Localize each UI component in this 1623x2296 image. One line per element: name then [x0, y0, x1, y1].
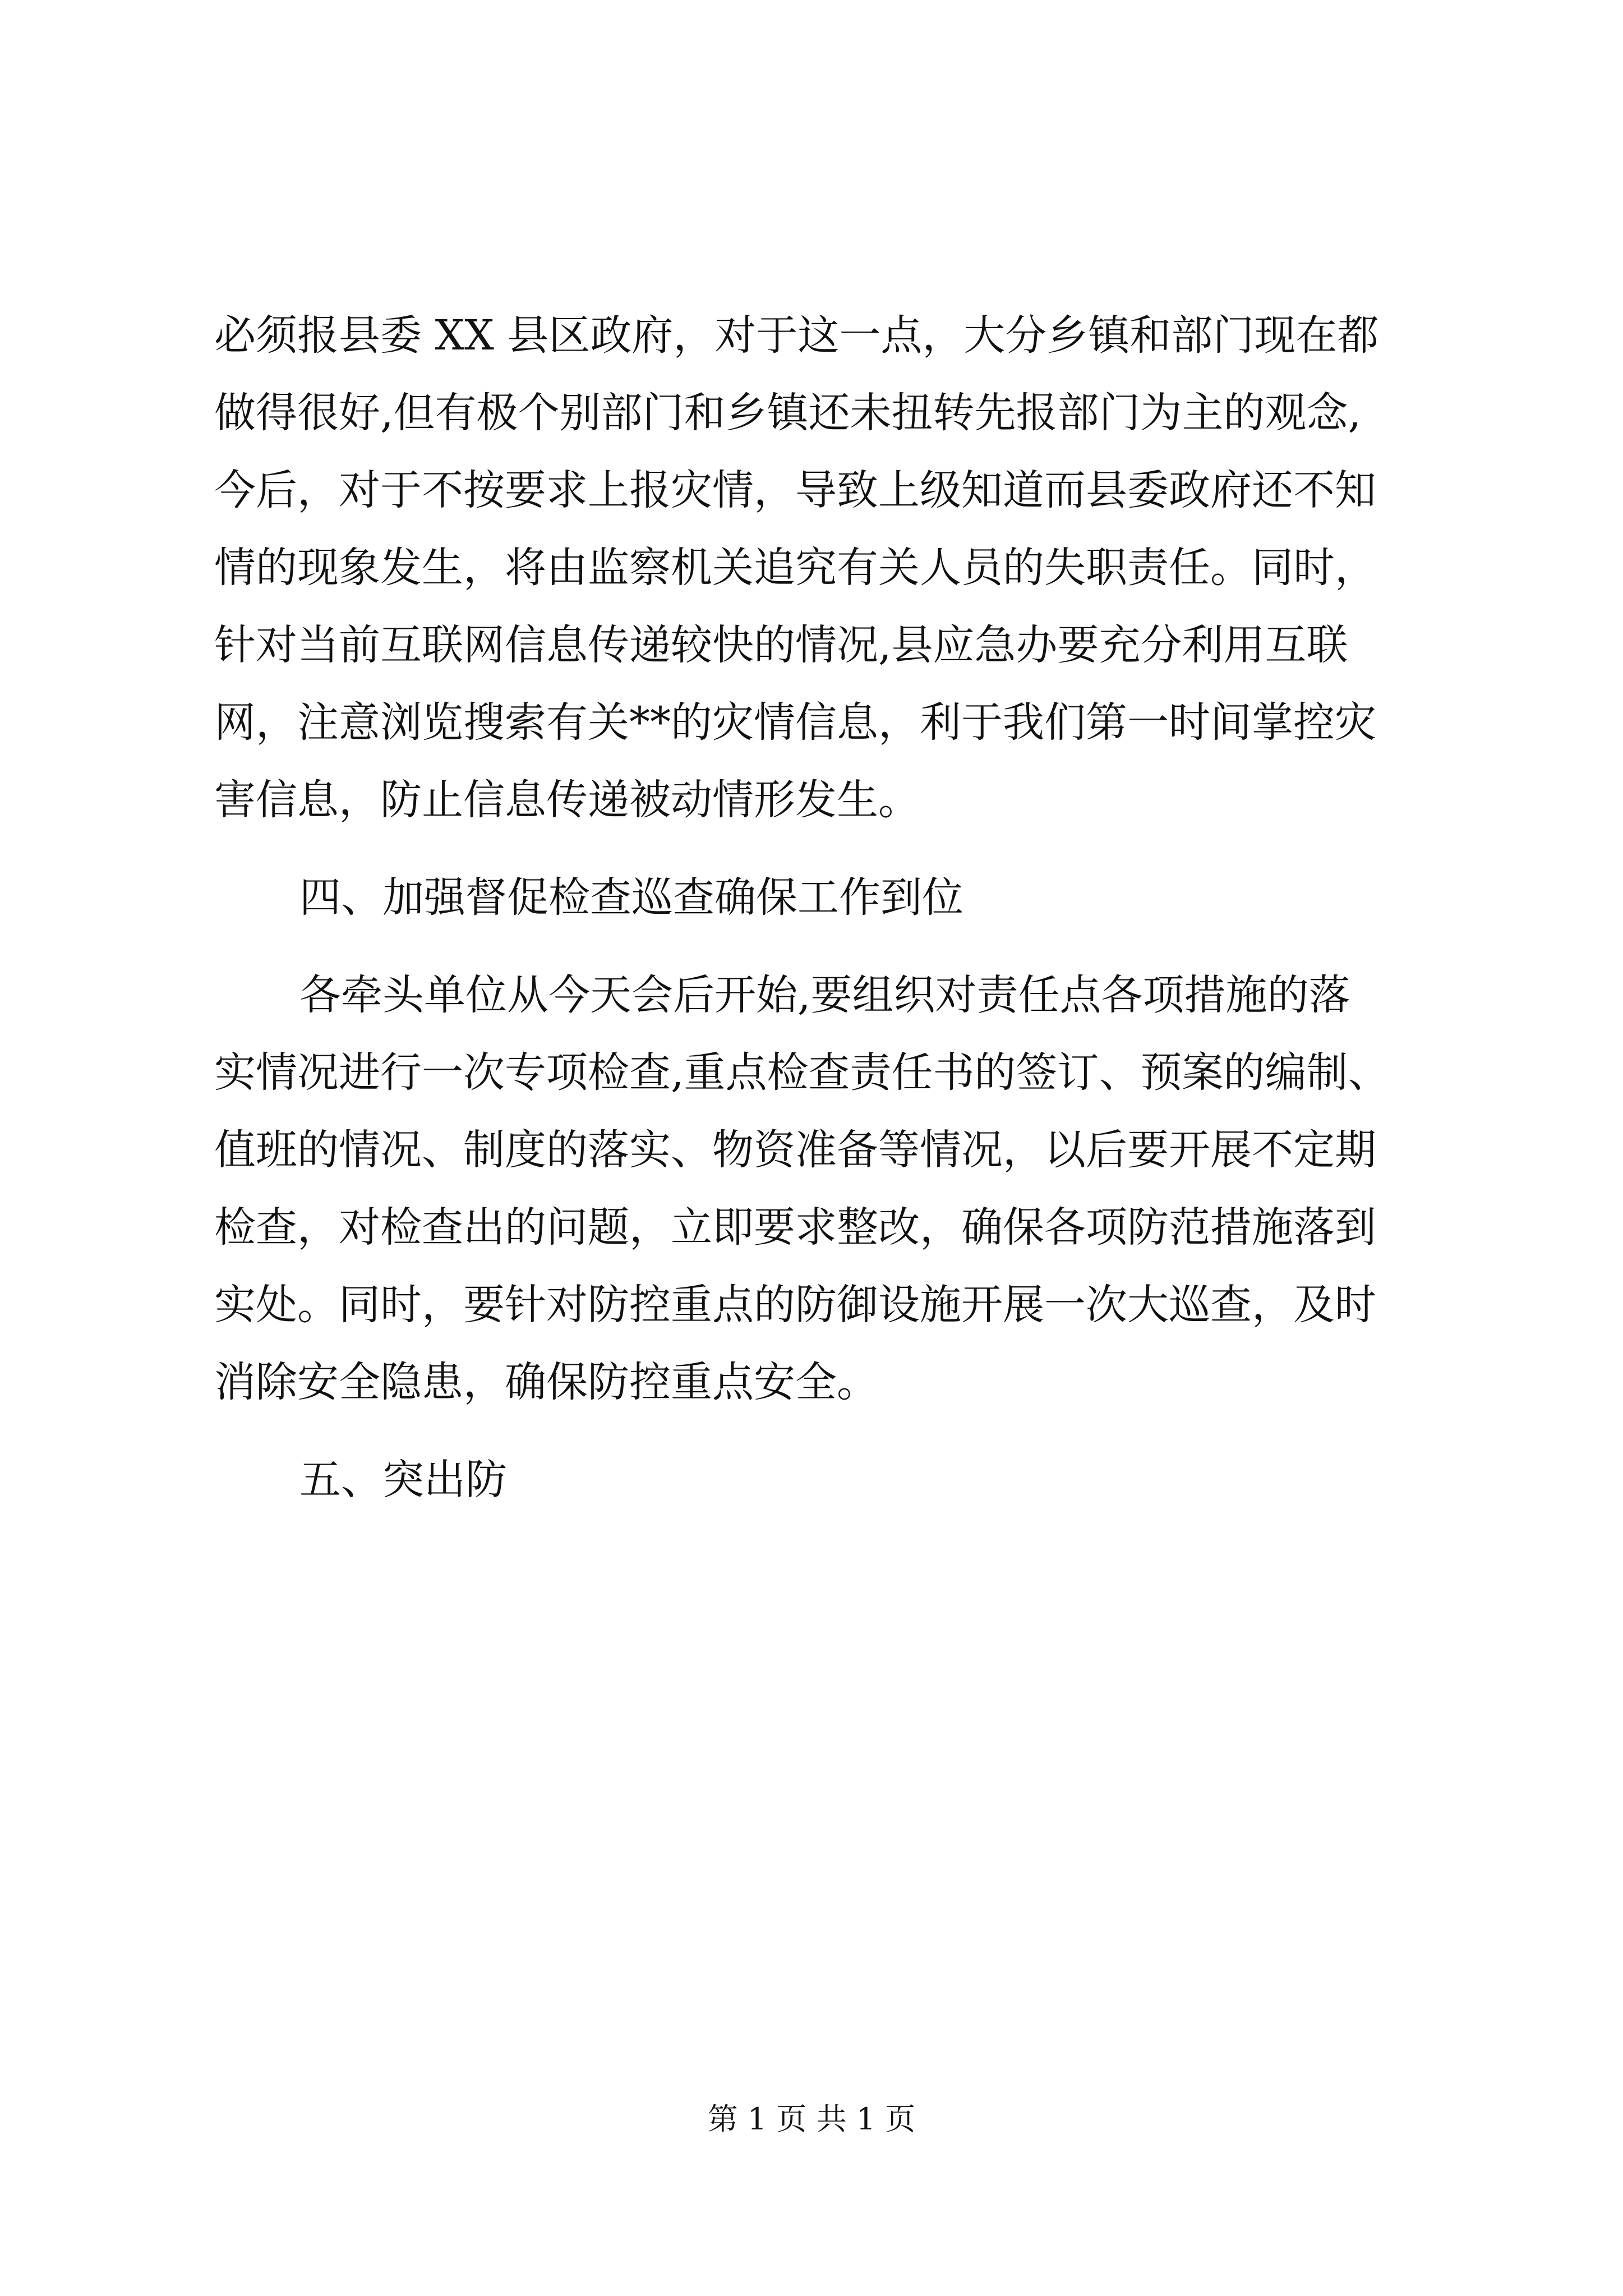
text-line: 害信息，防止信息传递被动情形发生。	[214, 776, 920, 824]
text-line: 消除安全隐患，确保防控重点安全。	[214, 1358, 878, 1406]
text-line: 各牵头单位从今天会后开始,要组织对责任点各项措施的落	[299, 971, 1350, 1019]
section-heading: 五、突出防	[299, 1456, 507, 1504]
text-line: 今后，对于不按要求上报灾情，导致上级知道而县委政府还不知	[214, 466, 1376, 514]
section-heading: 四、加强督促检查巡查确保工作到位	[299, 873, 963, 922]
text-line: 实情况进行一次专项检查,重点检查责任书的签订、预案的编制、	[214, 1048, 1390, 1097]
page-footer: 第 1 页 共 1 页	[707, 2101, 916, 2137]
text-line: 实处。同时，要针对防控重点的防御设施开展一次大巡查，及时	[214, 1281, 1376, 1329]
text-line: 针对当前互联网信息传递较快的情况,县应急办要充分利用互联	[214, 621, 1348, 669]
text-line: 必须报县委 XX 县区政府，对于这一点，大分乡镇和部门现在都	[214, 311, 1379, 360]
text-line: 值班的情况、制度的落实、物资准备等情况，以后要开展不定期	[214, 1126, 1376, 1174]
text-line: 做得很好,但有极个别部门和乡镇还未扭转先报部门为主的观念,	[214, 389, 1362, 437]
text-line: 网，注意浏览搜索有关**的灾情信息，利于我们第一时间掌控灾	[214, 698, 1376, 747]
text-line: 情的现象发生，将由监察机关追究有关人员的失职责任。同时，	[214, 544, 1376, 592]
text-line: 检查，对检查出的问题，立即要求整改，确保各项防范措施落到	[214, 1203, 1376, 1251]
